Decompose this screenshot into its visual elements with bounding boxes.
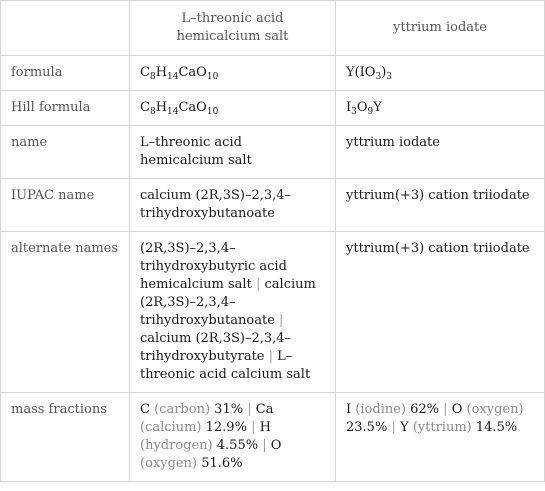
row-formula bbox=[1, 56, 545, 91]
separator: | bbox=[262, 438, 267, 453]
alternate-name: yttrium(+3) cation triiodate bbox=[346, 241, 530, 256]
name-cell-compound-2: yttrium iodate bbox=[336, 126, 545, 179]
mass-fraction-value: 4.55% bbox=[216, 438, 259, 453]
row-iupac-name bbox=[1, 179, 545, 232]
formula-subscript: 3 bbox=[386, 72, 392, 82]
formula-cell-compound-1 bbox=[130, 56, 336, 91]
element-name-text: calcium bbox=[145, 420, 197, 435]
element-name-text: oxygen bbox=[145, 456, 192, 471]
formula-symbol: Y bbox=[373, 100, 382, 115]
element-name-text: iodine bbox=[360, 402, 401, 417]
separator: | bbox=[391, 420, 396, 435]
alternate-name: L–threonic acid calcium salt bbox=[140, 349, 311, 382]
hill-formula-cell-compound-1 bbox=[130, 91, 336, 126]
formula-symbol: H bbox=[155, 100, 168, 115]
formula-subscript: 8 bbox=[149, 107, 156, 117]
row-label-iupac-name: IUPAC name bbox=[1, 179, 130, 232]
alternate-name: calcium (2R,3S)–2,3,4–trihydroxybutyrate bbox=[140, 331, 292, 364]
formula-symbol: CaO bbox=[178, 100, 207, 115]
alternate-name: calcium (2R,3S)–2,3,4–trihydroxybutanoate bbox=[140, 277, 316, 328]
formula-subscript: 10 bbox=[206, 107, 219, 117]
element-name: (oxygen) bbox=[466, 402, 524, 417]
element-name: (carbon) bbox=[154, 402, 211, 417]
alternate-names-cell-compound-2 bbox=[336, 232, 545, 393]
formula-symbol: ) bbox=[381, 65, 387, 80]
element-name: (yttrium) bbox=[412, 420, 472, 435]
mass-fraction-value: 62% bbox=[410, 402, 440, 417]
mass-fraction-value: 12.9% bbox=[205, 420, 247, 435]
alternate-names-cell-compound-1 bbox=[130, 232, 336, 393]
mass-fraction-value: 14.5% bbox=[475, 420, 518, 435]
row-mass-fractions bbox=[1, 393, 545, 482]
name-cell-compound-1: L–threonic acid hemicalcium salt bbox=[130, 126, 336, 179]
formula-subscript: 8 bbox=[149, 72, 156, 82]
element-name: (calcium) bbox=[140, 420, 202, 435]
formula-symbol: Y(IO bbox=[346, 65, 376, 80]
element-name: (oxygen) bbox=[140, 456, 198, 471]
formula-subscript: 9 bbox=[367, 107, 374, 117]
row-label-name: name bbox=[1, 126, 130, 179]
element-symbol: O bbox=[270, 438, 282, 453]
formula-symbol: O bbox=[356, 100, 368, 115]
alternate-name: (2R,3S)–2,3,4–trihydroxybutyric acid hemicalcium salt bbox=[140, 241, 287, 292]
iupac-cell-compound-1: calcium (2R,3S)–2,3,4–trihydroxybutanoate bbox=[130, 179, 336, 232]
formula-subscript: 3 bbox=[375, 72, 382, 82]
formula-subscript: 10 bbox=[206, 72, 219, 82]
row-label-alternate-names: alternate names bbox=[1, 232, 130, 393]
header-row bbox=[1, 1, 545, 56]
formula-symbol: C bbox=[140, 65, 150, 80]
row-alternate-names bbox=[1, 232, 545, 393]
mass-fraction-value: 31% bbox=[214, 402, 244, 417]
element-symbol: I bbox=[346, 402, 352, 417]
separator: | bbox=[247, 402, 252, 417]
mass-fractions-cell-compound-1 bbox=[130, 393, 336, 482]
formula-subscript: 3 bbox=[351, 107, 357, 117]
formula-subscript: 14 bbox=[167, 107, 179, 117]
iupac-cell-compound-2: yttrium(+3) cation triiodate bbox=[336, 179, 545, 232]
element-symbol: O bbox=[451, 402, 463, 417]
row-name bbox=[1, 126, 545, 179]
mass-fractions-cell-compound-2 bbox=[336, 393, 545, 482]
element-symbol: H bbox=[259, 420, 271, 435]
row-hill-formula bbox=[1, 91, 545, 126]
column-header-compound-1: L–threonic acid hemicalcium salt bbox=[130, 1, 336, 56]
element-name-text: oxygen bbox=[471, 402, 519, 417]
hill-formula-cell-compound-2 bbox=[336, 91, 545, 126]
element-name-text: yttrium bbox=[417, 420, 467, 435]
corner-cell bbox=[1, 1, 130, 56]
separator: | bbox=[443, 402, 448, 417]
row-label-mass-fractions: mass fractions bbox=[1, 393, 130, 482]
element-name-text: hydrogen bbox=[145, 438, 208, 453]
element-name: (hydrogen) bbox=[140, 438, 213, 453]
element-symbol: C bbox=[140, 402, 150, 417]
element-name: (iodine) bbox=[355, 402, 406, 417]
formula-symbol: C bbox=[140, 100, 150, 115]
mass-fraction-value: 23.5% bbox=[346, 420, 388, 435]
formula-symbol: I bbox=[346, 100, 352, 115]
row-label-formula: formula bbox=[1, 56, 130, 91]
row-label-hill-formula: Hill formula bbox=[1, 91, 130, 126]
column-header-compound-2: yttrium iodate bbox=[336, 1, 545, 56]
separator: | bbox=[251, 420, 256, 435]
formula-symbol: H bbox=[155, 65, 168, 80]
separator: | bbox=[268, 349, 274, 364]
element-symbol: Y bbox=[399, 420, 409, 435]
separator: | bbox=[279, 313, 284, 328]
formula-subscript: 14 bbox=[167, 72, 179, 82]
separator: | bbox=[255, 277, 261, 292]
mass-fraction-value: 51.6% bbox=[201, 456, 243, 471]
element-name-text: carbon bbox=[159, 402, 205, 417]
formula-symbol: CaO bbox=[178, 65, 207, 80]
element-symbol: Ca bbox=[255, 402, 274, 417]
formula-cell-compound-2 bbox=[336, 56, 545, 91]
